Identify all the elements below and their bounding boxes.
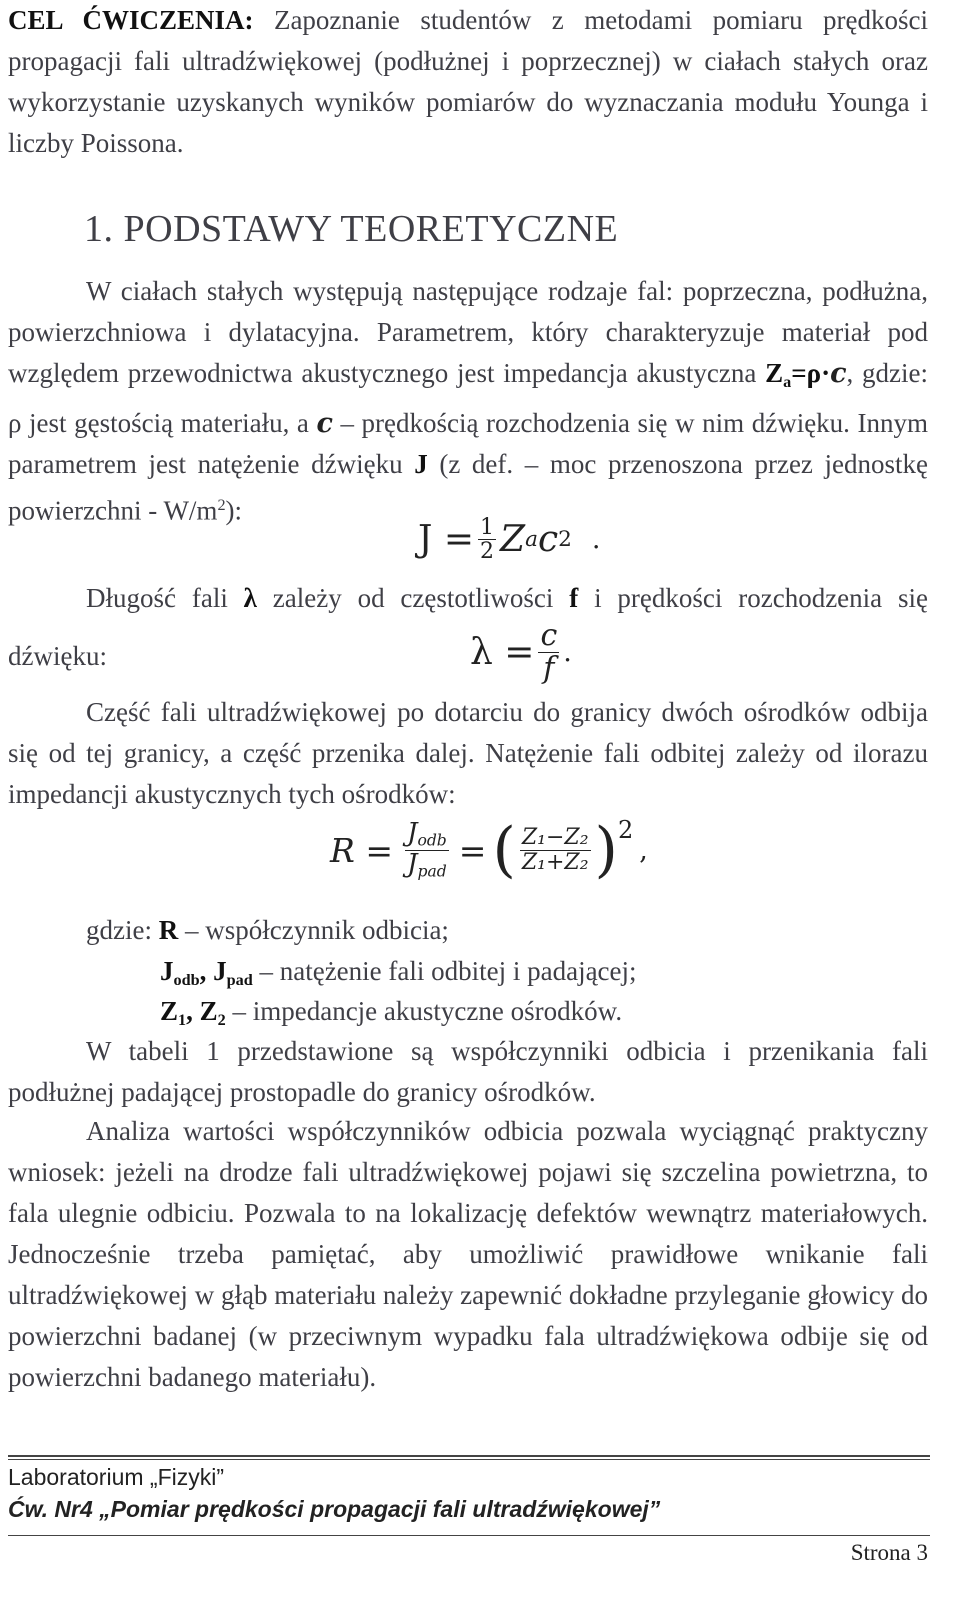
footer-rule-bottom bbox=[8, 1535, 930, 1536]
paragraph-wavelength-end: dźwięku: bbox=[8, 641, 107, 671]
paragraph-wave-types bbox=[8, 271, 928, 532]
impedance-symbol: $Z_a=\rho\cdot c$ bbox=[765, 358, 847, 391]
formula-J-Z: Z bbox=[500, 519, 526, 561]
paren-open: ( bbox=[492, 815, 516, 885]
formula-R-exp: 2 bbox=[617, 816, 634, 844]
para2-text-3: i prędkości rozchodzenia się bbox=[578, 583, 928, 613]
para1-text-1: W ciałach stałych występują następujące rodzaje fal: poprzeczna, podłużna, powierzchniowa i dylatacyjna. Parametrem, który charakteryzuje materiał pod względem przewodnictwa akustycznego jest impedancja akustyczna bbox=[8, 276, 928, 388]
footer-lab: Laboratorium „Fizyki” bbox=[8, 1464, 224, 1490]
para2-text-1: Długość fali bbox=[86, 583, 244, 613]
formula-lambda-end: . bbox=[563, 636, 572, 668]
formula-J-lhs: J = bbox=[418, 519, 475, 561]
formula-J-Zsub: a bbox=[525, 527, 538, 553]
formula-J-exp: 2 bbox=[558, 527, 572, 553]
paragraph-table-reference: W tabeli 1 przedstawione są współczynniki odbicia i przenikania fali podłużnej padającej prostopadle do granicy ośrodków. bbox=[8, 1036, 928, 1107]
definition-J: $J_{odb}$, $J_{pad}$ – natężenie fali odbitej i padającej; bbox=[160, 956, 637, 989]
formula-intensity bbox=[418, 516, 600, 563]
frequency-symbol: f bbox=[569, 583, 579, 613]
formula-R-end: , bbox=[639, 834, 648, 866]
section-title: 1. PODSTAWY TEORETYCZNE bbox=[84, 208, 619, 250]
formula-reflection bbox=[330, 815, 648, 885]
formula-wavelength bbox=[470, 620, 572, 684]
unit-exponent: 2 bbox=[217, 495, 226, 514]
goal-label: CEL ĆWICZENIA: bbox=[8, 5, 254, 35]
para1-text-3: – prędkością rozchodzenia się w nim dźwięku. Innym parametrem jest natężenie dźwięku bbox=[8, 407, 928, 479]
definition-R: gdzie: R – współczynnik odbicia; bbox=[86, 915, 449, 945]
footer-rule-top bbox=[8, 1455, 930, 1457]
fraction-impedance-ratio: $\frac{\text{Z₁−Z₂}}{\text{Z₁+Z₂}}$ bbox=[521, 825, 589, 875]
para1-text-4: (z def. – moc przenoszona przez jednostkę powierzchni - W/m bbox=[8, 448, 929, 526]
goal-paragraph bbox=[8, 0, 928, 164]
formula-J-c: c bbox=[537, 519, 559, 561]
footer-rule-top-thin bbox=[8, 1459, 930, 1460]
para1-text-5: ): bbox=[225, 495, 243, 526]
para1-text-2: , gdzie: ρ jest gęstością materiału, a bbox=[8, 358, 928, 438]
formula-lambda-lhs: λ = bbox=[470, 631, 535, 673]
paragraph-reflection: Część fali ultradźwiękowej po dotarciu do granicy dwóch ośrodków odbija się od tej granicy, a część przenika dalej. Natężenie fali odbitej zależy od ilorazu impedancji akustycznych tych ośrodków: bbox=[8, 697, 928, 809]
velocity-symbol: c bbox=[316, 407, 333, 439]
page-number: Strona 3 bbox=[850, 1540, 928, 1565]
paragraph-wavelength bbox=[8, 578, 928, 619]
paragraph-analysis: Analiza wartości współczynników odbicia pozwala wyciągnąć praktyczny wniosek: jeżeli na drodze fali ultradźwiękowej pojawi się szczelina powietrzna, to fala ulegnie odbiciu. Pozwala to na lokalizację defektów wewnątrz materiałowych. Jednocześnie trzeba pamiętać, aby umożliwić prawidłowe wnikanie fali ultradźwiękowej w głąb materiału należy zapewnić dokładne przyleganie głowicy do powierzchni badanej (w przeciwnym wypadku fala ultradźwiękowa odbije się od powierzchni badanego materiału). bbox=[8, 1116, 928, 1392]
fraction-intensity-ratio: $\frac{J_{odb}}{J_{pad}}$ bbox=[407, 818, 447, 881]
goal-text: Zapoznanie studentów z metodami pomiaru prędkości propagacji fali ultradźwiękowej (podłużnej i poprzecznej) w ciałach stałych oraz wykorzystanie uzyskanych wyników pomiarów do wyznaczania modułu Younga i liczby Poissona. bbox=[8, 5, 929, 158]
formula-R-equals: = bbox=[458, 830, 487, 870]
formula-R-lhs: R = bbox=[330, 830, 393, 870]
formula-J-end: . bbox=[591, 524, 601, 556]
fraction-half: $\frac{1}{2}$ bbox=[480, 515, 495, 565]
definition-Z: $Z_1$, $Z_2$ – impedancje akustyczne ośrodków. bbox=[160, 996, 623, 1029]
para2-text-2: zależy od częstotliwości bbox=[256, 583, 570, 613]
footer-exercise-title: Ćw. Nr4 „Pomiar prędkości propagacji fali ultradźwiękowej” bbox=[8, 1496, 661, 1522]
paren-close: ) bbox=[594, 815, 618, 885]
lambda-symbol: λ bbox=[243, 583, 257, 613]
fraction-c-over-f: $\frac{c}{f}$ bbox=[540, 618, 558, 686]
intensity-symbol: J bbox=[414, 448, 428, 479]
